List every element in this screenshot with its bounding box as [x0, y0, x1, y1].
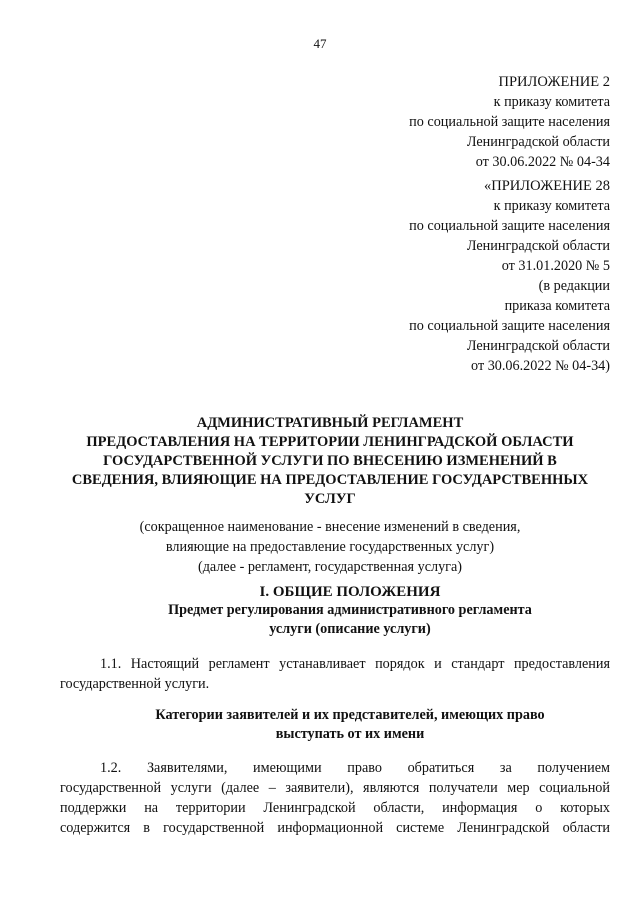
heading-line: выступать от их имени: [275, 726, 425, 742]
appendix-line: от 30.06.2022 № 04-34: [475, 154, 610, 170]
document-title: [40, 414, 620, 509]
appendix-line: «ПРИЛОЖЕНИЕ 28: [484, 178, 610, 194]
appendix-line: по социальной защите населения: [409, 114, 610, 130]
categories-heading: [60, 706, 640, 744]
title-line: УСЛУГ: [304, 491, 356, 507]
document-subtitle: [40, 517, 620, 577]
paragraph-1-2: [60, 758, 610, 838]
subheading-line: услуги (описание услуги): [269, 621, 431, 637]
paragraph-line: содержится в государственной информационной системе Ленинградской области: [60, 820, 610, 836]
page-number: 47: [313, 36, 327, 51]
subtitle-line: влияющие на предоставление государственных услуг): [165, 539, 495, 555]
appendix-28-header: [409, 176, 610, 376]
paragraph-line: 1.1. Настоящий регламент устанавливает порядок и стандарт предоставления: [100, 656, 610, 672]
subtitle-line: (сокращенное наименование - внесение изменений в сведения,: [139, 519, 521, 535]
subheading-line: Предмет регулирования административного регламента: [168, 602, 532, 618]
paragraph-1-1: [60, 654, 610, 694]
section-heading: I. ОБЩИЕ ПОЛОЖЕНИЯ: [259, 584, 441, 600]
title-line: ПРЕДОСТАВЛЕНИЯ НА ТЕРРИТОРИИ ЛЕНИНГРАДСКОЙ ОБЛАСТИ: [86, 434, 574, 450]
title-line: АДМИНИСТРАТИВНЫЙ РЕГЛАМЕНТ: [196, 415, 464, 431]
appendix-line: Ленинградской области: [466, 338, 610, 354]
heading-line: Категории заявителей и их представителей, имеющих право: [155, 707, 545, 723]
paragraph-line: государственной услуги (далее – заявители), являются получатели мер социальной: [60, 780, 610, 796]
title-line: ГОСУДАРСТВЕННОЙ УСЛУГИ ПО ВНЕСЕНИЮ ИЗМЕНЕНИЙ В: [103, 453, 557, 469]
section-subheading: [60, 601, 640, 639]
appendix-line: к приказу комитета: [493, 94, 610, 110]
title-line: СВЕДЕНИЯ, ВЛИЯЮЩИЕ НА ПРЕДОСТАВЛЕНИЕ ГОСУДАРСТВЕННЫХ: [71, 472, 589, 488]
appendix-line: приказа комитета: [504, 298, 610, 314]
appendix-line: (в редакции: [538, 278, 610, 294]
appendix-line: ПРИЛОЖЕНИЕ 2: [498, 74, 610, 90]
paragraph-line: поддержки на территории Ленинградской области, информация о которых: [60, 800, 610, 816]
subtitle-line: (далее - регламент, государственная услуга): [197, 559, 463, 575]
appendix-line: по социальной защите населения: [409, 218, 610, 234]
appendix-line: Ленинградской области: [466, 238, 610, 254]
appendix-line: к приказу комитета: [493, 198, 610, 214]
paragraph-line: государственной услуги.: [60, 676, 210, 692]
appendix-line: от 31.01.2020 № 5: [501, 258, 610, 274]
appendix-2-header: [409, 72, 610, 172]
paragraph-line: 1.2. Заявителями, имеющими право обратиться за получением: [100, 760, 610, 776]
appendix-line: Ленинградской области: [466, 134, 610, 150]
appendix-line: по социальной защите населения: [409, 318, 610, 334]
appendix-line: от 30.06.2022 № 04-34): [471, 358, 610, 374]
